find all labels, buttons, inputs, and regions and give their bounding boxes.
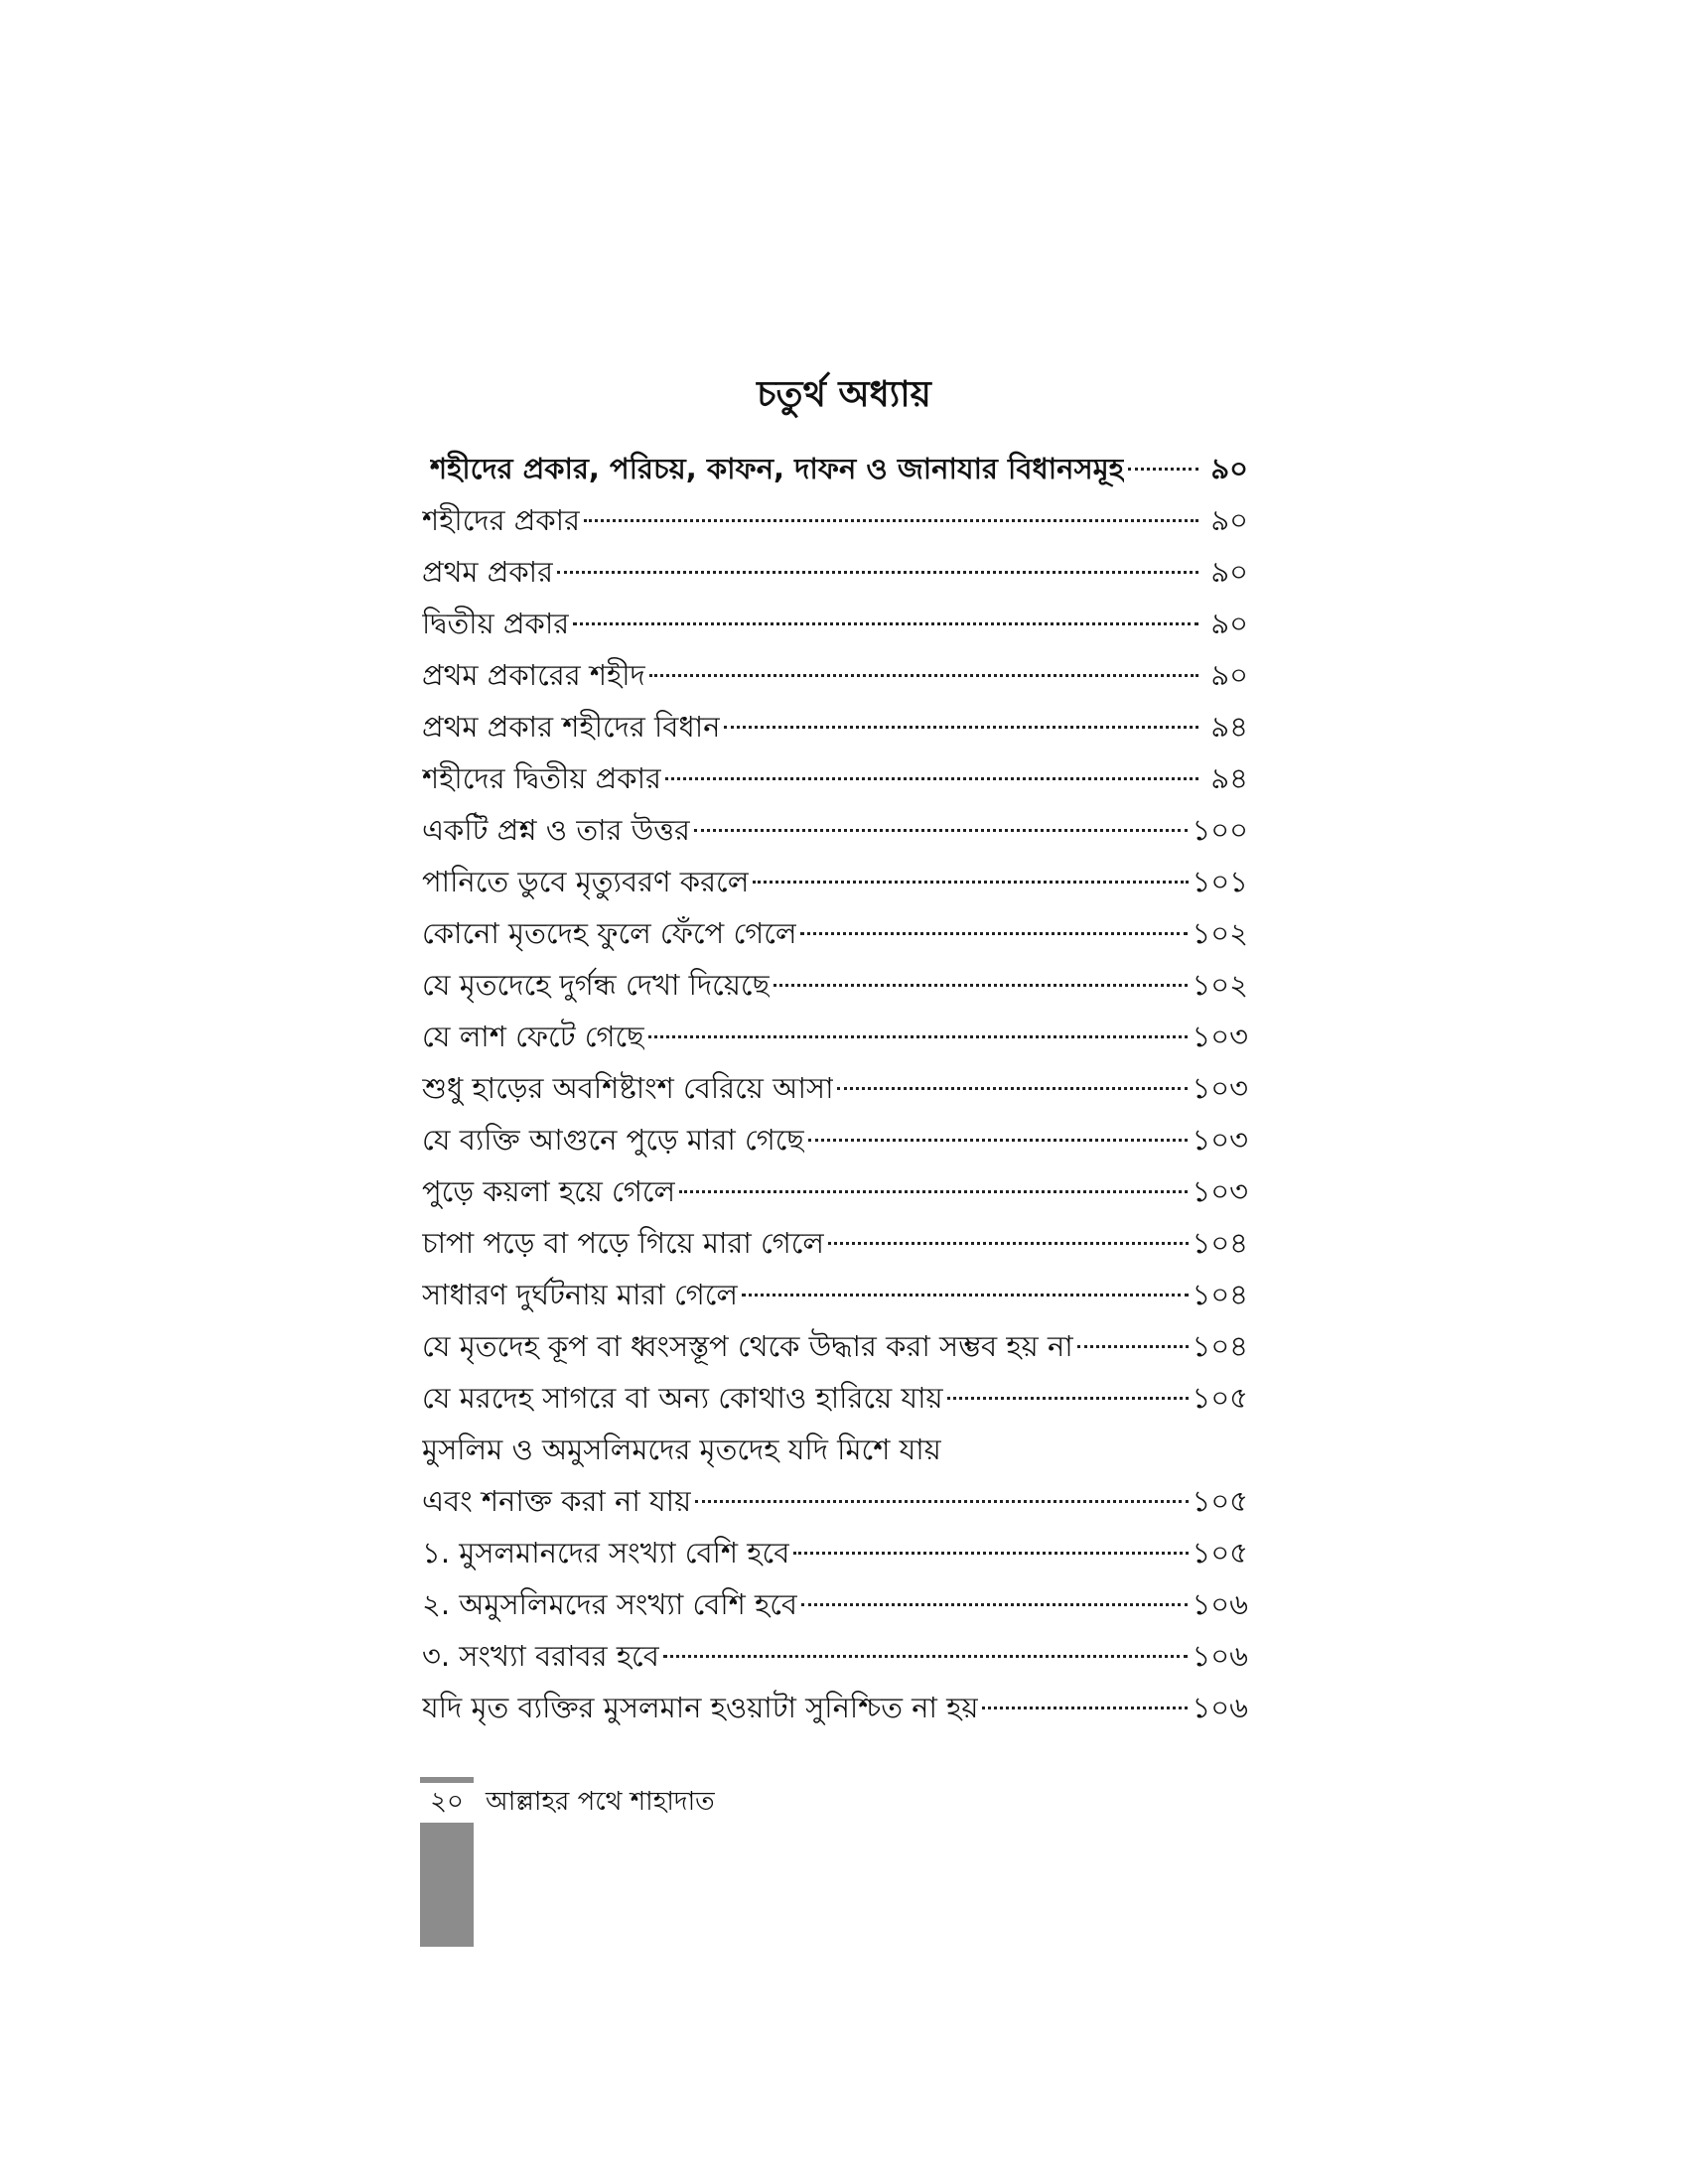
toc-entry-label: যে মৃতদেহ কূপ বা ধ্বংসস্তূপ থেকে উদ্ধার করা সম্ভব হয় না (422, 1329, 1073, 1363)
toc-dot-leader (801, 1603, 1188, 1606)
toc-dot-leader (774, 984, 1188, 987)
toc-entry-label: সাধারণ দুর্ঘটনায় মারা গেলে (422, 1278, 739, 1311)
toc-dot-leader (649, 674, 1198, 677)
toc-page-number: ৯৪ (1210, 761, 1248, 795)
toc-dot-leader (982, 1706, 1188, 1709)
toc-row (422, 804, 1248, 856)
toc-entry-label: ৩. সংখ্যা বরাবর হবে (422, 1639, 659, 1673)
toc-dot-leader (837, 1087, 1188, 1090)
toc-row (422, 546, 1248, 598)
toc-page-number: ১০০ (1192, 813, 1248, 847)
toc-entry-label: যে ব্যক্তি আগুনে পুড়ে মারা গেছে (422, 1123, 805, 1157)
toc-row (422, 1682, 1248, 1733)
toc-row (422, 1320, 1248, 1372)
toc-entry-label: মুসলিম ও অমুসলিমদের মৃতদেহ যদি মিশে যায় (422, 1433, 941, 1466)
toc-dot-leader (828, 1242, 1188, 1245)
toc-page-number: ১০২ (1192, 968, 1248, 1002)
toc-page-number: ১০৩ (1192, 1174, 1248, 1208)
toc-dot-leader (793, 1552, 1188, 1555)
toc-entry-label: পানিতে ডুবে মৃত্যুবরণ করলে (422, 865, 750, 898)
toc-dot-leader (679, 1190, 1188, 1193)
toc-entry-label: প্রথম প্রকার শহীদের বিধান (422, 710, 721, 744)
toc-page-number: ১০৫ (1192, 1536, 1248, 1570)
toc-dot-leader (665, 777, 1198, 780)
toc-row (422, 1011, 1248, 1062)
toc-page-number: ৯০ (1210, 658, 1248, 692)
toc-entry-label: এবং শনাক্ত করা না যায় (422, 1484, 692, 1518)
footer-tab (420, 1823, 474, 1947)
chapter-title: চতুর্থ অধ্যায় (757, 374, 931, 415)
toc-dot-leader (695, 1500, 1188, 1503)
toc-entry-label: যে মৃতদেহে দুর্গন্ধ দেখা দিয়েছে (422, 968, 771, 1002)
toc-dot-leader (557, 571, 1198, 574)
toc-row (422, 1578, 1248, 1630)
toc-page-number: ১০২ (1192, 916, 1248, 950)
toc-row (422, 1114, 1248, 1165)
toc-row (422, 856, 1248, 907)
toc-page-number: ১০৬ (1192, 1639, 1248, 1673)
toc-row (422, 1062, 1248, 1114)
toc-page-number: ১০৪ (1192, 1329, 1248, 1363)
toc-entry-label: শুধু হাড়ের অবশিষ্টাংশ বেরিয়ে আসা (422, 1071, 834, 1105)
toc-entry-label: যে লাশ ফেটে গেছে (422, 1020, 644, 1053)
toc-dot-leader (724, 726, 1198, 729)
toc-heading-row (422, 443, 1248, 494)
toc-dot-leader (573, 622, 1198, 625)
toc-row (422, 1630, 1248, 1682)
toc-row (422, 1165, 1248, 1217)
toc-dot-leader (947, 1397, 1189, 1400)
toc-entry-label: পুড়ে কয়লা হয়ে গেলে (422, 1174, 676, 1208)
toc-row (422, 494, 1248, 546)
toc-entry-label: চাপা পড়ে বা পড়ে গিয়ে মারা গেলে (422, 1226, 825, 1260)
toc-entry-label: প্রথম প্রকারের শহীদ (422, 658, 645, 692)
toc-page-number: ১০৬ (1192, 1587, 1248, 1621)
toc-row (422, 598, 1248, 649)
toc-entry-label: একটি প্রশ্ন ও তার উত্তর (422, 813, 690, 847)
toc-entry-label: যদি মৃত ব্যক্তির মুসলমান হওয়াটা সুনিশ্চিত না হয় (422, 1691, 979, 1724)
toc-dot-leader (648, 1035, 1189, 1038)
table-of-contents (422, 443, 1248, 1733)
toc-entry-label: দ্বিতীয় প্রকার (422, 607, 570, 640)
toc-entry-label: শহীদের প্রকার, পরিচয়, কাফন, দাফন ও জানাযার বিধানসমূহ (430, 452, 1124, 485)
toc-row (422, 649, 1248, 701)
toc-page-number: ১০৩ (1192, 1071, 1248, 1105)
toc-row (422, 1372, 1248, 1424)
toc-dot-leader (1128, 468, 1198, 471)
toc-dot-leader (584, 519, 1198, 522)
toc-page-number: ১০৬ (1192, 1691, 1248, 1724)
toc-row (422, 907, 1248, 959)
toc-dot-leader (753, 881, 1188, 884)
toc-row (422, 701, 1248, 752)
toc-entry-label: ২. অমুসলিমদের সংখ্যা বেশি হবে (422, 1587, 798, 1621)
toc-page-number: ৯৪ (1210, 710, 1248, 744)
toc-row (422, 752, 1248, 804)
toc-page-number: ১০৪ (1192, 1226, 1248, 1260)
footer-rule (420, 1777, 474, 1783)
toc-page-number: ১০৪ (1192, 1278, 1248, 1311)
toc-entry-label: যে মরদেহ সাগরে বা অন্য কোথাও হারিয়ে যায় (422, 1381, 943, 1415)
toc-dot-leader (694, 829, 1189, 832)
toc-page-number: ১০৩ (1192, 1020, 1248, 1053)
toc-dot-leader (742, 1294, 1188, 1297)
toc-entry-label: ১. মুসলমানদের সংখ্যা বেশি হবে (422, 1536, 790, 1570)
toc-page-number: ১০৩ (1192, 1123, 1248, 1157)
footer-book-title: আল্লাহর পথে শাহাদাত (486, 1787, 715, 1817)
toc-dot-leader (1077, 1345, 1189, 1348)
toc-page-number: ৯০ (1210, 555, 1248, 589)
toc-row (422, 1475, 1248, 1527)
toc-page-number: ১০৫ (1192, 1484, 1248, 1518)
toc-page-number: ৯০ (1210, 607, 1248, 640)
toc-page-number: ১০৫ (1192, 1381, 1248, 1415)
toc-entry-label: শহীদের দ্বিতীয় প্রকার (422, 761, 661, 795)
footer-page-number: ২০ (430, 1787, 464, 1817)
toc-page-number: ৯০ (1210, 503, 1248, 537)
toc-row (422, 1424, 1248, 1475)
toc-dot-leader (663, 1655, 1189, 1658)
toc-dot-leader (800, 932, 1188, 935)
toc-page-number: ১০১ (1192, 865, 1248, 898)
toc-entry-label: প্রথম প্রকার (422, 555, 554, 589)
toc-row (422, 959, 1248, 1011)
toc-dot-leader (808, 1139, 1188, 1142)
toc-row (422, 1217, 1248, 1269)
toc-page-number: ৯০ (1210, 452, 1248, 485)
toc-row (422, 1527, 1248, 1578)
toc-entry-label: কোনো মৃতদেহ ফুলে ফেঁপে গেলে (422, 916, 797, 950)
toc-row (422, 1269, 1248, 1320)
toc-entry-label: শহীদের প্রকার (422, 503, 581, 537)
